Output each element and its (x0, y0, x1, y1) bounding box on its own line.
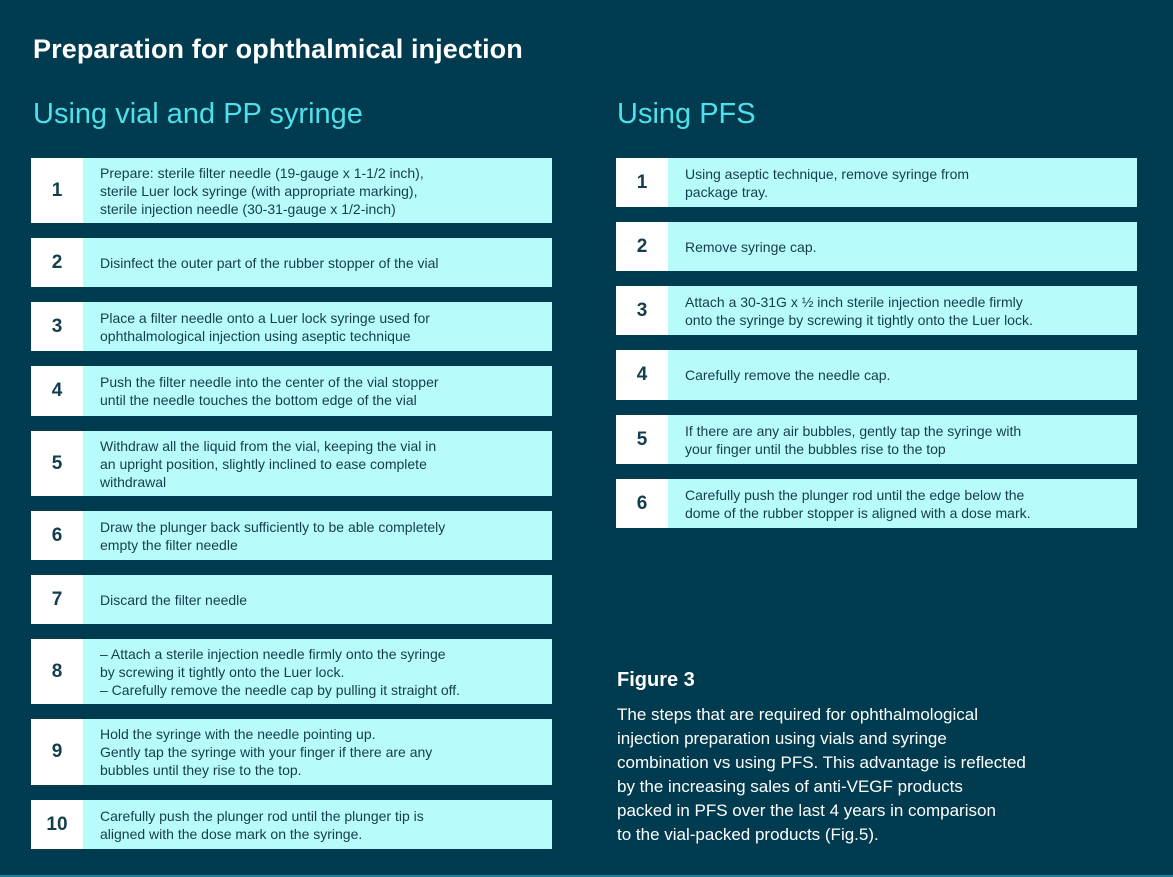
step-number: 4 (616, 350, 668, 400)
pfs-step-1 (616, 158, 1137, 207)
step-number: 2 (31, 238, 83, 287)
vial-step-9 (31, 719, 552, 785)
step-text: Attach a 30-31G x ½ inch sterile injection needle firmly onto the syringe by screwing it tightly onto the Luer lock. (685, 293, 1033, 328)
step-number: 5 (31, 431, 83, 496)
vial-step-6 (31, 511, 552, 560)
step-text: Discard the filter needle (100, 591, 248, 608)
step-number: 2 (616, 222, 668, 271)
step-number: 6 (31, 511, 83, 560)
step-text: Remove syringe cap. (685, 238, 817, 255)
step-number: 5 (616, 415, 668, 464)
vial-step-5 (31, 431, 552, 496)
step-number: 10 (31, 800, 83, 849)
figure-caption: The steps that are required for ophthalmological injection preparation using vials and syringe combination vs using PFS. This advantage is reflected by the increasing sales of anti-VEGF products packed in PFS over the last 4 years in comparison to the vial-packed products (Fig.5). (617, 705, 1026, 844)
right-column-heading: Using PFS (617, 98, 756, 130)
step-text: Using aseptic technique, remove syringe from package tray. (685, 165, 970, 200)
step-number: 3 (31, 302, 83, 351)
step-text: Carefully push the plunger rod until the plunger tip is aligned with the dose mark on the syringe. (100, 807, 424, 842)
step-number: 9 (31, 719, 83, 785)
figure-label: Figure 3 (617, 669, 695, 691)
pfs-step-6 (616, 479, 1137, 528)
step-text: Prepare: sterile filter needle (19-gauge x 1-1/2 inch), sterile Luer lock syringe (with appropriate marking), sterile injection needle (30-31-gauge x 1/2-inch) (100, 164, 424, 217)
pfs-step-4 (616, 350, 1137, 400)
step-text: Carefully push the plunger rod until the edge below the dome of the rubber stopper is aligned with a dose mark. (685, 486, 1031, 521)
vial-step-4 (31, 366, 552, 416)
step-number: 4 (31, 366, 83, 416)
step-number: 1 (31, 158, 83, 223)
vial-step-7 (31, 575, 552, 624)
step-text: Disinfect the outer part of the rubber stopper of the vial (100, 254, 439, 271)
vial-step-8 (31, 639, 552, 704)
pfs-step-5 (616, 415, 1137, 464)
step-text: Hold the syringe with the needle pointing up. Gently tap the syringe with your finger if there are any bubbles until they rise to the top. (100, 726, 433, 778)
step-text: Draw the plunger back sufficiently to be able completely empty the filter needle (100, 518, 446, 553)
step-number: 1 (616, 158, 668, 207)
step-text: Withdraw all the liquid from the vial, keeping the vial in an upright position, slightly inclined to ease complete withdrawal (100, 437, 437, 490)
vial-step-10 (31, 800, 552, 849)
step-number: 8 (31, 639, 83, 704)
left-column-heading: Using vial and PP syringe (33, 98, 363, 130)
step-text: If there are any air bubbles, gently tap the syringe with your finger until the bubbles rise to the top (685, 422, 1022, 457)
step-text: Push the filter needle into the center of the vial stopper until the needle touches the bottom edge of the vial (100, 374, 439, 408)
step-number: 6 (616, 479, 668, 528)
step-number: 7 (31, 575, 83, 624)
step-number: 3 (616, 286, 668, 335)
pfs-step-2 (616, 222, 1137, 271)
step-text: – Attach a sterile injection needle firmly onto the syringe by screwing it tightly onto the Luer lock. – Carefully remove the needle cap by pulling it straight off. (100, 645, 461, 698)
page-title: Preparation for ophthalmical injection (33, 34, 523, 64)
step-text: Carefully remove the needle cap. (685, 367, 891, 383)
vial-step-3 (31, 302, 552, 351)
vial-step-2 (31, 238, 552, 287)
step-text: Place a filter needle onto a Luer lock syringe used for ophthalmological injection using aseptic technique (100, 309, 430, 344)
vial-step-1 (31, 158, 552, 223)
pfs-step-3 (616, 286, 1137, 335)
